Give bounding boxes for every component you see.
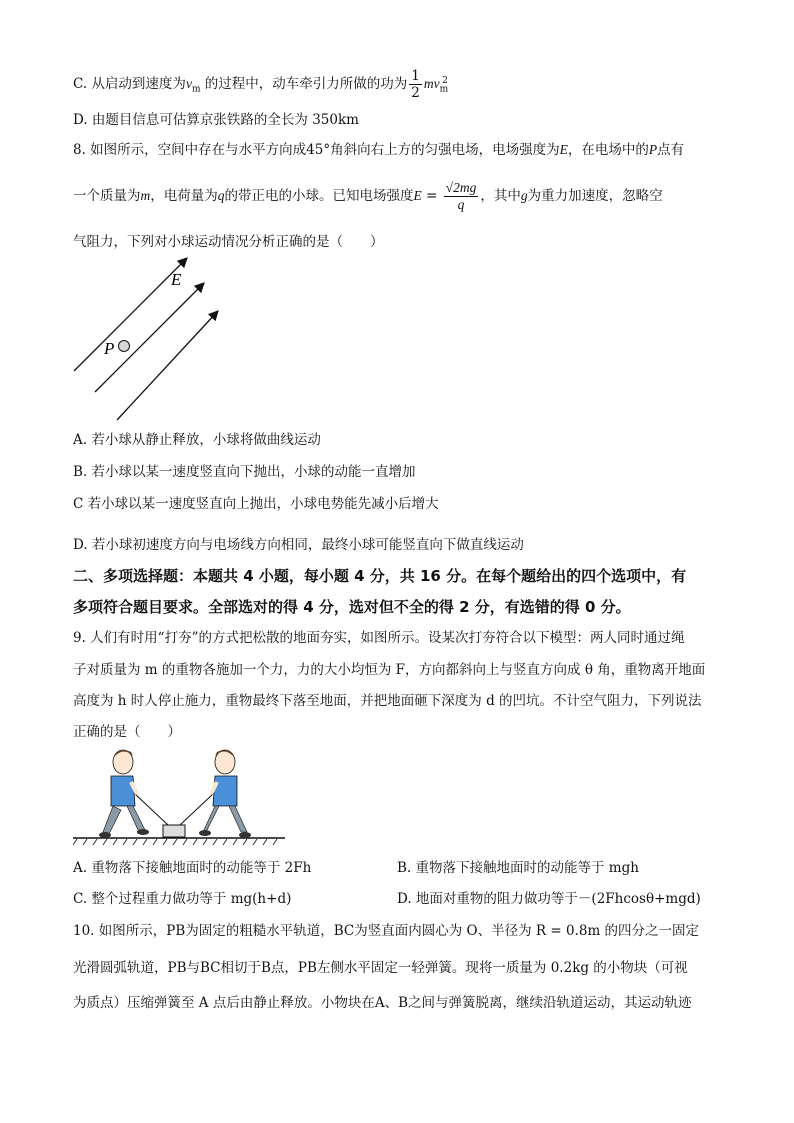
point-label-p: P (104, 339, 115, 358)
section-2-heading-line-2: 多项符合题目要求。全部选对的得 4 分，选对但不全的得 2 分，有选错的得 0 分。 (73, 598, 631, 616)
charged-ball (119, 341, 130, 352)
q10-line-1: 10. 如图所示，PB为固定的粗糙水平轨道，BC为竖直面内圆心为 O、半径为 R = 0.8m 的四分之一固定 (73, 923, 700, 939)
q8-option-b: B. 若小球以某一速度竖直向下抛出，小球的动能一直增加 (73, 464, 416, 480)
section-2-heading-line-1: 二、多项选择题：本题共 4 小题，每小题 4 分，共 16 分。在每个题给出的四个选项中，有 (73, 567, 687, 585)
q9-option-b: B. 重物落下接触地面时的动能等于 mgh (397, 860, 639, 876)
field-strength-fraction: $\frac{√2mg}{q}$ (445, 180, 477, 212)
weight-block (163, 825, 185, 837)
q9-option-c: C. 整个过程重力做功等于 mg(h+d) (73, 891, 292, 907)
field-line-3 (117, 312, 217, 420)
field-label-e: E (171, 270, 182, 289)
q8-line-3: 气阻力，下列对小球运动情况分析正确的是（ ） (73, 234, 384, 250)
q9-option-d: D. 地面对重物的阻力做功等于－(2Fhcosθ+mgd) (397, 891, 701, 907)
q9-line-2: 子对质量为 m 的重物各施加一个力，力的大小均恒为 F，方向都斜向上与竖直方向成 θ 角，重物离开地面 (73, 662, 706, 678)
field-line-2 (95, 284, 203, 392)
q8-option-d: D. 若小球初速度方向与电场线方向相同，最终小球可能竖直向下做直线运动 (73, 537, 524, 553)
right-person (199, 750, 251, 838)
left-person (99, 750, 149, 838)
electric-field-figure (68, 255, 228, 425)
q10-line-2: 光滑圆弧轨道，PB与BC相切于B点，PB左侧水平固定一轻弹簧。现将一质量为 0.2kg 的小物块（可视 (73, 960, 688, 976)
tamping-figure (73, 748, 288, 848)
fraction-half: $\frac{1}{2}$ (411, 68, 420, 101)
field-line-1 (74, 259, 186, 371)
q8-option-c: C 若小球以某一速度竖直向上抛出，小球电势能先减小后增大 (73, 496, 439, 512)
q7-option-d: D. 由题目信息可估算京张铁路的全长为 350km (73, 112, 359, 128)
q9-line-1: 9. 人们有时用“打夯”的方式把松散的地面夯实，如图所示。设某次打夯符合以下模型：两人同时通过绳 (73, 630, 685, 646)
q9-line-4: 正确的是（ ） (73, 724, 181, 740)
q8-line-1: 8. 如图所示，空间中存在与水平方向成45°角斜向右上方的匀强电场，电场强度为E，在电场中的P点有 (73, 142, 685, 158)
q9-line-3: 高度为 h 时人停止施力，重物最终下落至地面，并把地面砸下深度为 d 的凹坑。不计空气阻力，下列说法 (73, 693, 702, 709)
q8-line-2: 一个质量为m，电荷量为q的带正电的小球。已知电场强度E = $\frac{√2mg}{q}$ ，其中g为重力加速度，忽略空 (73, 180, 663, 212)
q9-option-a: A. 重物落下接触地面时的动能等于 2Fh (73, 860, 312, 876)
q8-option-a: A. 若小球从静止释放，小球将做曲线运动 (73, 432, 321, 448)
q10-line-3: 为质点）压缩弹簧至 A 点后由静止释放。小物块在A、B之间与弹簧脱离，继续沿轨道运动，其运动轨迹 (73, 995, 692, 1011)
q7-option-c: C. 从启动到速度为$v_m$ 的过程中，动车牵引力所做的功为 $\frac{1}{2}$ $mv_m^2$ (73, 68, 449, 101)
